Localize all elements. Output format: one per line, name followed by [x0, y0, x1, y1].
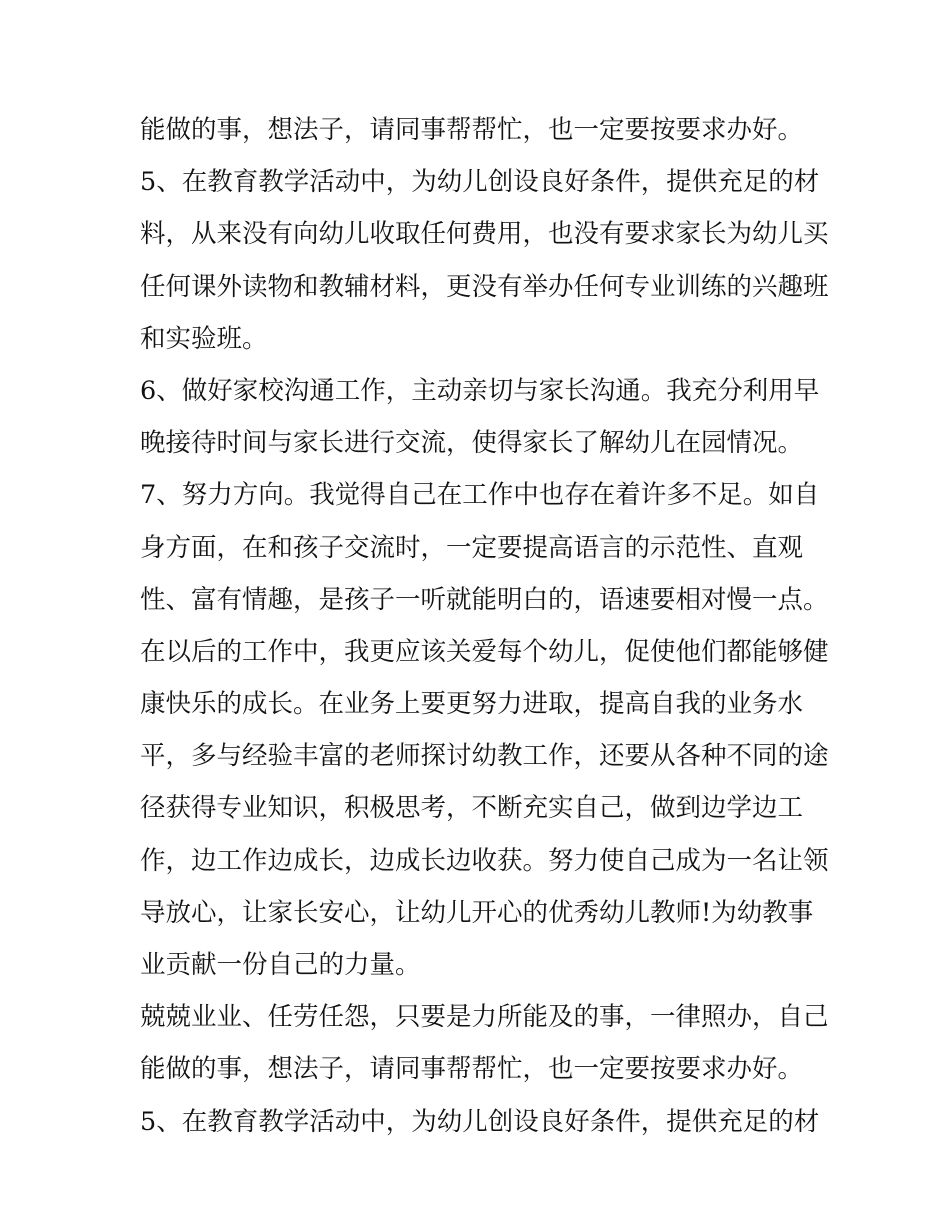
- text-line-15: 作，边工作边成长，边成长边收获。努力使自己成为一名让领: [140, 845, 829, 876]
- text-line-7: 晚接待时间与家长进行交流，使得家长了解幼儿在园情况。: [140, 428, 804, 459]
- text-line-20: 5、在教育教学活动中，为幼儿创设良好条件，提供充足的材: [140, 1106, 820, 1137]
- text-line-2: 5、在教育教学活动中，为幼儿创设良好条件，提供充足的材: [140, 167, 820, 198]
- text-line-4: 任何课外读物和教辅材料，更没有举办任何专业训练的兴趣班: [140, 271, 829, 302]
- text-line-19: 能做的事，想法子，请同事帮帮忙，也一定要按要求办好。: [140, 1054, 804, 1085]
- text-line-9: 身方面，在和孩子交流时，一定要提高语言的示范性、直观: [140, 532, 804, 563]
- text-line-12: 康快乐的成长。在业务上要更努力进取，提高自我的业务水: [140, 689, 804, 720]
- text-line-1: 能做的事，想法子，请同事帮帮忙，也一定要按要求办好。: [140, 115, 804, 145]
- text-line-17: 业贡献一份自己的力量。: [140, 950, 421, 980]
- text-line-11: 在以后的工作中，我更应该关爱每个幼儿，促使他们都能够健: [140, 636, 829, 667]
- text-line-5: 和实验班。: [140, 323, 268, 354]
- text-line-14: 径获得专业知识，积极思考，不断充实自己，做到边学边工: [140, 793, 804, 824]
- text-line-3: 料，从来没有向幼儿收取任何费用，也没有要求家长为幼儿买: [140, 219, 829, 250]
- document-body: [140, 104, 829, 1148]
- text-line-16: 导放心，让家长安心，让幼儿开心的优秀幼儿教师!为幼教事: [140, 897, 814, 928]
- text-line-6: 6、做好家校沟通工作，主动亲切与家长沟通。我充分利用早: [140, 375, 820, 406]
- text-line-8: 7、努力方向。我觉得自己在工作中也存在着许多不足。如自: [140, 480, 820, 511]
- text-line-10: 性、富有情趣，是孩子一听就能明白的，语速要相对慢一点。: [140, 584, 829, 615]
- text-line-13: 平，多与经验丰富的老师探讨幼教工作，还要从各种不同的途: [140, 741, 829, 772]
- text-line-18: 兢兢业业、任劳任怨，只要是力所能及的事，一律照办，自己: [140, 1002, 829, 1033]
